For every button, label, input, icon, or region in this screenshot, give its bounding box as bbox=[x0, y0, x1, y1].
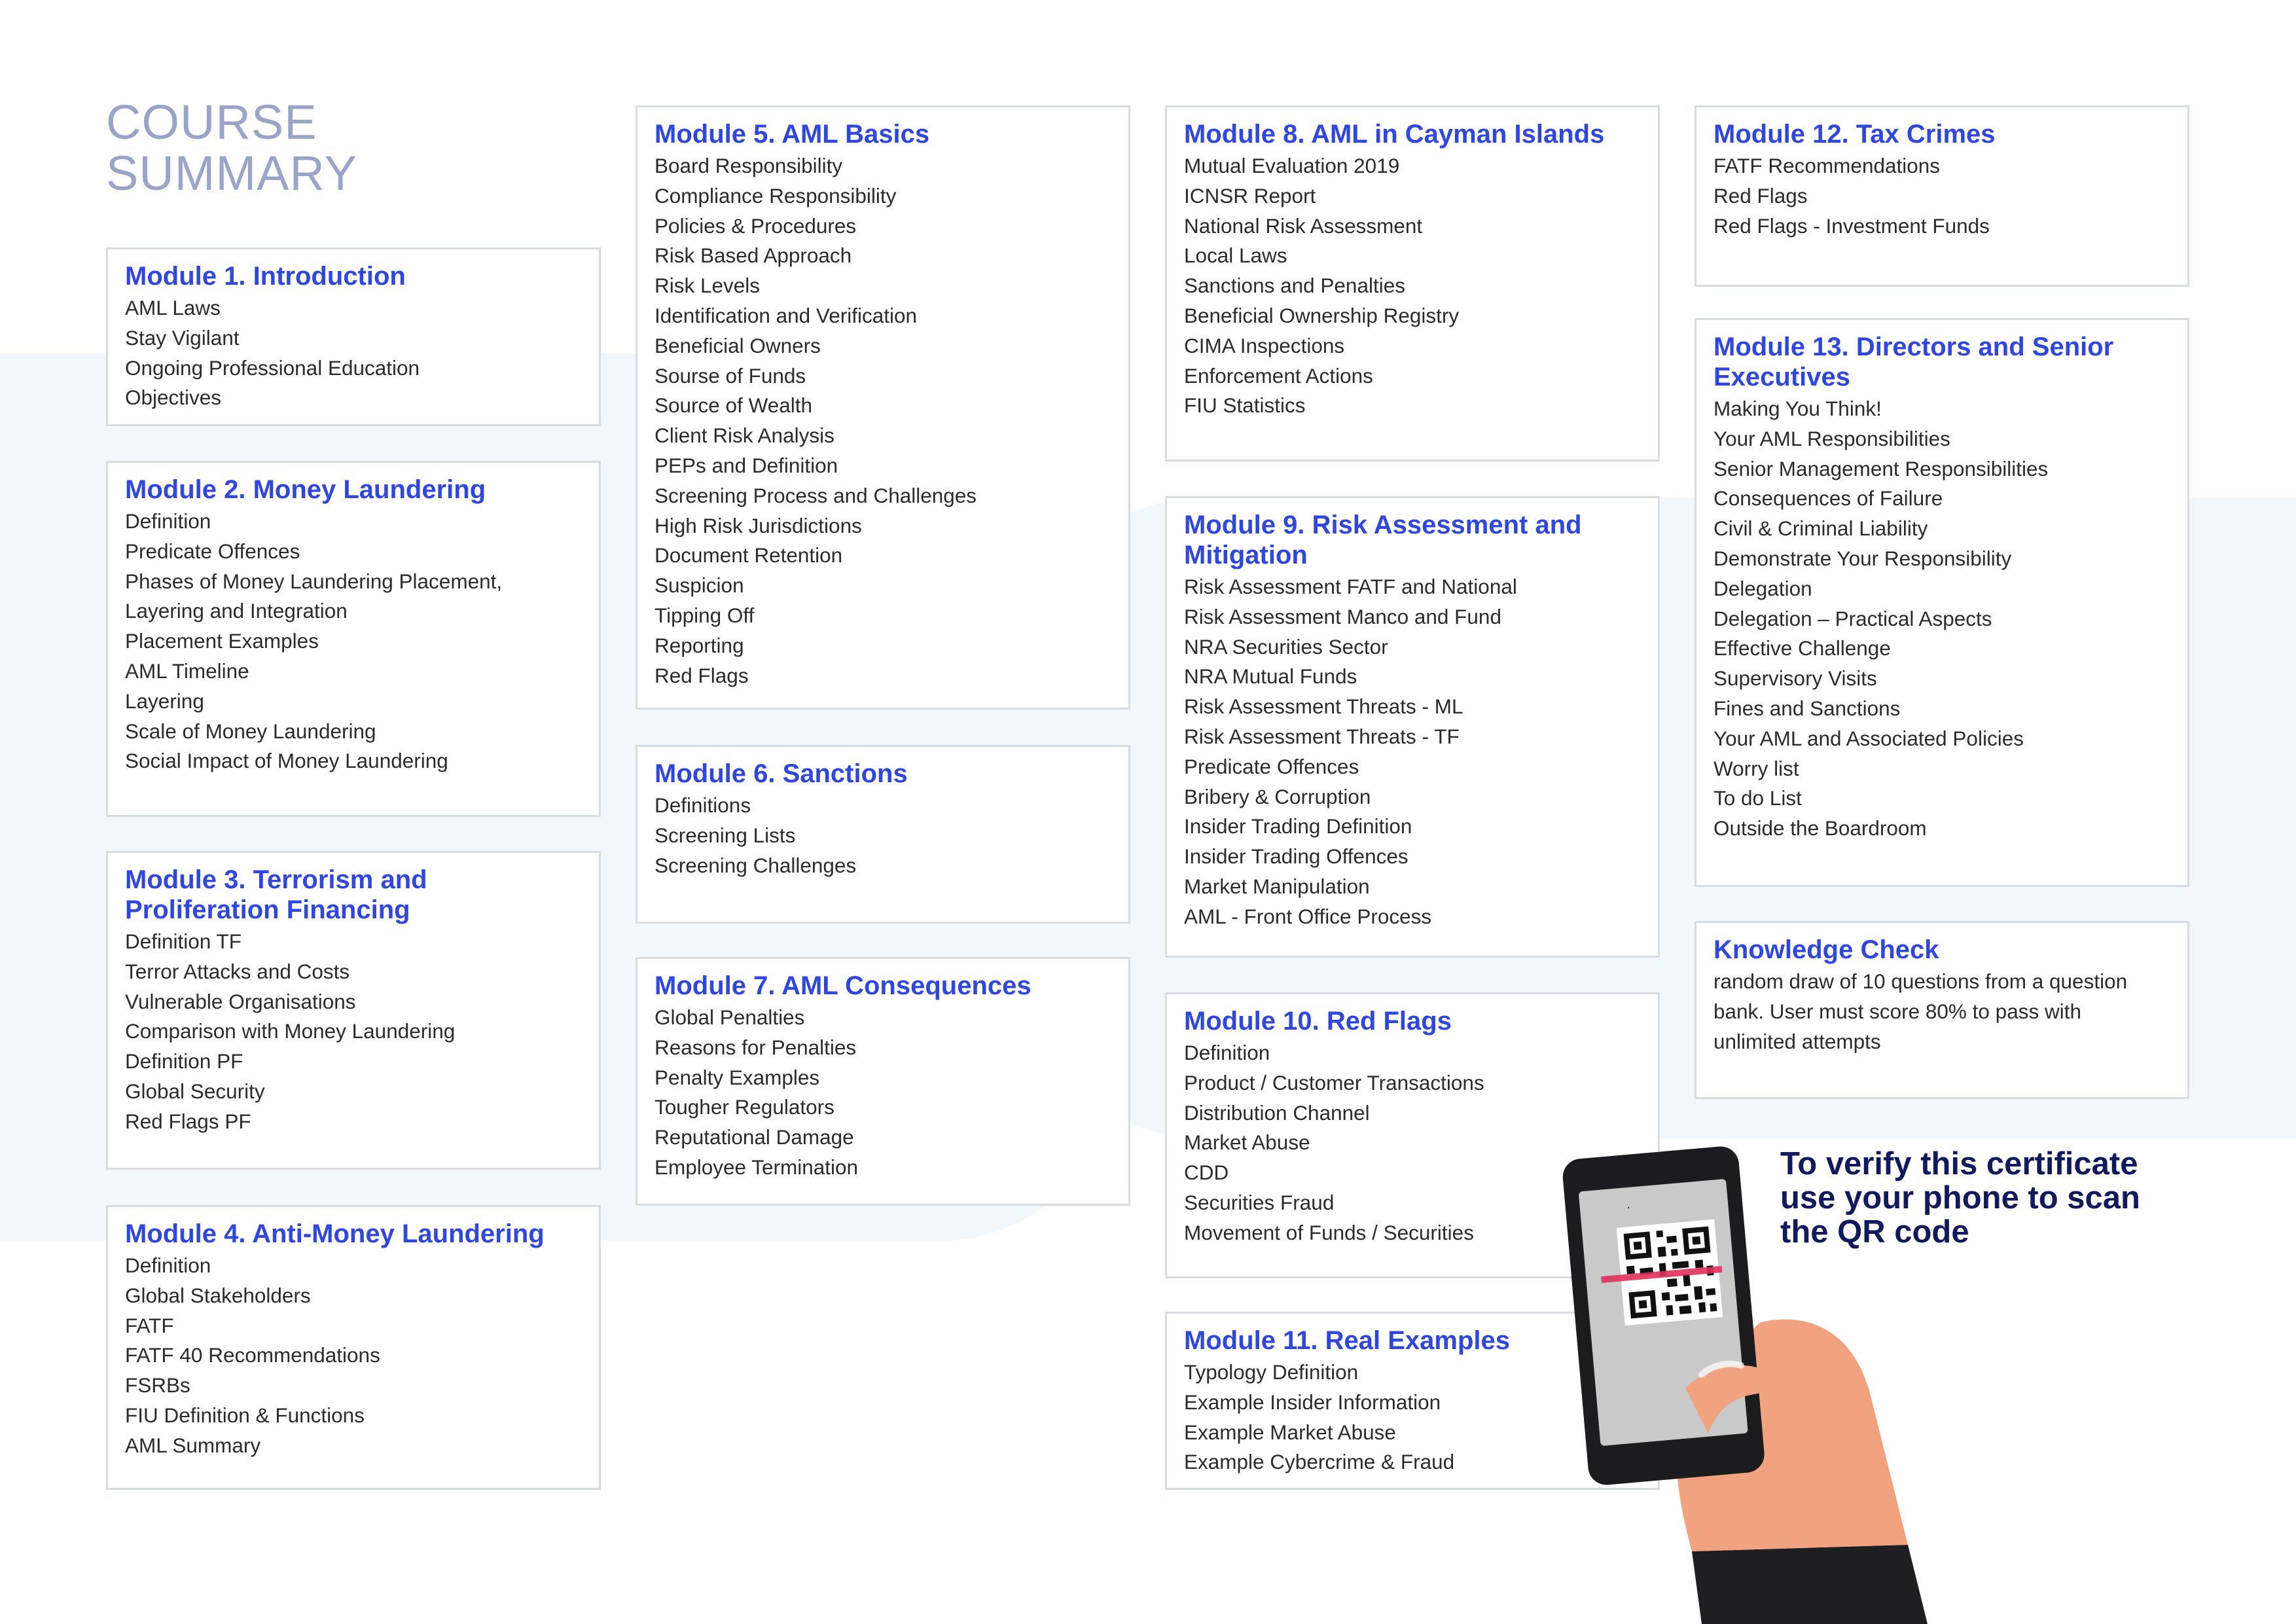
module-topic: Beneficial Ownership Registry bbox=[1184, 303, 1460, 327]
module-title: Module 3. Terrorism and Proliferation Financing bbox=[125, 865, 427, 924]
module-topic: Vulnerable Organisations bbox=[125, 989, 356, 1013]
module-topic: Definition bbox=[125, 509, 211, 533]
module-topic: Mutual Evaluation 2019 bbox=[1184, 154, 1400, 177]
module-topic: FIU Statistics bbox=[1184, 393, 1306, 418]
module-topic: Insider Trading Offences bbox=[1184, 844, 1408, 869]
module-topic-list bbox=[125, 293, 582, 413]
module-topic: AML Timeline bbox=[125, 659, 249, 683]
module-topic: Ongoing Professional Education bbox=[125, 355, 420, 380]
module-topic-list bbox=[1713, 151, 2170, 241]
module-topic: Red Flags bbox=[655, 663, 749, 687]
module-title: Module 11. Real Examples bbox=[1184, 1326, 1510, 1355]
module-topic: Screening Process and Challenges bbox=[655, 483, 977, 507]
module-topic: CDD bbox=[1184, 1161, 1229, 1185]
module-topic: Stay Vigilant bbox=[125, 325, 240, 350]
module-topic: Tipping Off bbox=[655, 603, 755, 627]
module-topic: Client Risk Analysis bbox=[655, 424, 834, 448]
module-topic: Consequences of Failure bbox=[1713, 486, 1943, 511]
module-4-box bbox=[106, 1205, 601, 1490]
module-topic: Predicate Offences bbox=[125, 539, 300, 563]
module-topic: Red Flags bbox=[1713, 183, 1808, 208]
module-topic: Reputational Damage bbox=[655, 1125, 854, 1149]
module-topic: FATF 40 Recommendations bbox=[125, 1343, 380, 1367]
module-topic-list bbox=[1184, 572, 1641, 932]
module-topic: Compliance Responsibility bbox=[655, 183, 897, 208]
module-topic: Your AML and Associated Policies bbox=[1713, 726, 2024, 750]
knowledge-check-line: random draw of 10 questions from a question bbox=[1713, 969, 2128, 993]
module-topic: Terror Attacks and Costs bbox=[125, 959, 350, 983]
module-topic: Enforcement Actions bbox=[1184, 363, 1373, 388]
module-topic: Demonstrate Your Responsibility bbox=[1713, 546, 2012, 570]
module-topic: Phases of Money Laundering Placement, bbox=[125, 569, 503, 593]
module-topic: Placement Examples bbox=[125, 629, 319, 653]
knowledge-check-description bbox=[1713, 967, 2170, 1056]
module-topic: CIMA Inspections bbox=[1184, 333, 1345, 357]
module-topic: AML Summary bbox=[125, 1433, 261, 1457]
module-topic: Risk Levels bbox=[655, 274, 761, 298]
module-topic: Board Responsibility bbox=[655, 154, 843, 177]
module-topic: Effective Challenge bbox=[1713, 636, 1891, 660]
module-title: Module 9. Risk Assessment and Mitigation bbox=[1184, 511, 1582, 569]
module-topic: Global Security bbox=[125, 1079, 265, 1103]
module-topic: Local Laws bbox=[1184, 244, 1287, 268]
module-topic-list bbox=[125, 507, 582, 776]
module-topic: Movement of Funds / Securities bbox=[1184, 1220, 1474, 1244]
module-topic: Securities Fraud bbox=[1184, 1190, 1335, 1214]
verify-line: the QR code bbox=[1780, 1214, 1969, 1250]
module-topic: Risk Based Approach bbox=[655, 244, 852, 268]
module-2-box bbox=[106, 461, 601, 817]
module-topic: Reporting bbox=[655, 633, 744, 657]
knowledge-check-line: bank. User must score 80% to pass with bbox=[1713, 999, 2081, 1023]
module-topic: Your AML Responsibilities bbox=[1713, 426, 1950, 450]
module-topic: Document Retention bbox=[655, 543, 843, 568]
module-topic: Risk Assessment Manco and Fund bbox=[1184, 604, 1501, 628]
module-9-box bbox=[1165, 496, 1660, 958]
module-topic-list bbox=[655, 151, 1111, 691]
module-topic: Risk Assessment Threats - TF bbox=[1184, 724, 1460, 748]
module-topic: Source of Wealth bbox=[655, 393, 813, 418]
module-12-box bbox=[1695, 105, 2189, 287]
module-title: Module 13. Directors and Senior Executives bbox=[1713, 333, 2114, 391]
module-title: Module 12. Tax Crimes bbox=[1713, 120, 1996, 149]
module-topic: Red Flags - Investment Funds bbox=[1713, 213, 1990, 238]
module-topic: Beneficial Owners bbox=[655, 333, 821, 357]
knowledge-check-line: unlimited attempts bbox=[1713, 1029, 1881, 1053]
module-topic: To do List bbox=[1713, 786, 1802, 810]
module-topic: Distribution Channel bbox=[1184, 1100, 1370, 1125]
module-topic: ICNSR Report bbox=[1184, 183, 1316, 208]
module-topic: PEPs and Definition bbox=[655, 453, 838, 477]
module-topic: Global Penalties bbox=[655, 1005, 805, 1029]
module-3-box bbox=[106, 851, 601, 1170]
module-topic: Social Impact of Money Laundering bbox=[125, 749, 448, 773]
module-title: Module 10. Red Flags bbox=[1184, 1007, 1452, 1036]
module-topic: Civil & Criminal Liability bbox=[1713, 516, 1928, 541]
module-topic: Making You Think! bbox=[1713, 397, 1882, 420]
module-topic: Definition PF bbox=[125, 1049, 243, 1074]
module-topic: Fines and Sanctions bbox=[1713, 696, 1901, 720]
verify-instructions bbox=[1780, 1147, 2199, 1249]
module-topic: Layering and Integration bbox=[125, 599, 348, 623]
module-topic: Red Flags PF bbox=[125, 1109, 251, 1133]
module-8-box bbox=[1165, 105, 1660, 461]
module-topic: Outside the Boardroom bbox=[1713, 816, 1927, 840]
module-topic-list bbox=[655, 791, 1111, 880]
module-topic: National Risk Assessment bbox=[1184, 213, 1423, 238]
module-topic-list bbox=[1184, 151, 1641, 421]
module-topic: Definition bbox=[1184, 1041, 1270, 1064]
module-topic: Screening Lists bbox=[655, 823, 796, 847]
module-7-box bbox=[636, 957, 1130, 1206]
module-topic: Supervisory Visits bbox=[1713, 666, 1877, 691]
module-title: Module 8. AML in Cayman Islands bbox=[1184, 120, 1605, 149]
module-topic: Penalty Examples bbox=[655, 1065, 820, 1089]
module-topic: FATF Recommendations bbox=[1713, 154, 1941, 177]
module-topic: Screening Challenges bbox=[655, 853, 857, 877]
module-topic: Identification and Verification bbox=[655, 303, 918, 327]
module-topic: NRA Securities Sector bbox=[1184, 634, 1388, 659]
module-topic: Market Abuse bbox=[1184, 1130, 1310, 1155]
module-topic: Global Stakeholders bbox=[125, 1283, 311, 1307]
module-topic: Bribery & Corruption bbox=[1184, 784, 1371, 808]
module-topic: Sanctions and Penalties bbox=[1184, 274, 1405, 298]
module-title: Module 4. Anti-Money Laundering bbox=[125, 1219, 545, 1248]
module-topic: Definition TF bbox=[125, 929, 242, 953]
module-topic: Tougher Regulators bbox=[655, 1095, 834, 1119]
module-topic: Definition bbox=[125, 1254, 211, 1277]
knowledge-check-title: Knowledge Check bbox=[1713, 935, 1939, 964]
module-topic: Policies & Procedures bbox=[655, 213, 857, 238]
module-title: Module 5. AML Basics bbox=[655, 120, 930, 149]
module-topic: Definitions bbox=[655, 793, 751, 817]
module-topic: Delegation bbox=[1713, 576, 1812, 600]
module-title: Module 2. Money Laundering bbox=[125, 475, 486, 504]
module-topic: FSRBs bbox=[125, 1373, 190, 1398]
module-topic: Risk Assessment Threats - ML bbox=[1184, 695, 1463, 719]
module-topic: Comparison with Money Laundering bbox=[125, 1019, 456, 1043]
module-topic: High Risk Jurisdictions bbox=[655, 513, 862, 537]
verify-line: use your phone to scan bbox=[1780, 1180, 2140, 1216]
module-topic: Reasons for Penalties bbox=[655, 1035, 857, 1059]
module-topic: AML - Front Office Process bbox=[1184, 904, 1432, 928]
module-topic-list bbox=[655, 1003, 1111, 1183]
module-topic: Layering bbox=[125, 689, 204, 713]
module-topic: Predicate Offences bbox=[1184, 754, 1359, 778]
module-topic: Example Market Abuse bbox=[1184, 1420, 1396, 1444]
module-topic: Worry list bbox=[1713, 756, 1799, 780]
module-topic: FATF bbox=[125, 1313, 174, 1337]
module-topic: FIU Definition & Functions bbox=[125, 1403, 365, 1427]
module-1-box bbox=[106, 247, 601, 426]
module-6-box bbox=[636, 745, 1130, 924]
verify-line: To verify this certificate bbox=[1780, 1146, 2138, 1182]
module-5-box bbox=[636, 105, 1130, 710]
module-topic: Example Cybercrime & Fraud bbox=[1184, 1450, 1455, 1474]
module-topic: Insider Trading Definition bbox=[1184, 814, 1412, 839]
page-title: COURSE SUMMARY bbox=[106, 95, 357, 200]
module-topic: Sourse of Funds bbox=[655, 363, 806, 388]
module-topic: Objectives bbox=[125, 386, 222, 410]
module-title: Module 1. Introduction bbox=[125, 262, 406, 291]
module-title: Module 7. AML Consequences bbox=[655, 971, 1031, 1000]
module-topic: Market Manipulation bbox=[1184, 874, 1370, 898]
module-topic: Scale of Money Laundering bbox=[125, 719, 376, 743]
module-topic-list bbox=[125, 1251, 582, 1461]
module-topic: AML Laws bbox=[125, 296, 221, 319]
module-topic: NRA Mutual Funds bbox=[1184, 664, 1357, 689]
module-topic: Employee Termination bbox=[655, 1155, 859, 1179]
module-topic: Product / Customer Transactions bbox=[1184, 1070, 1484, 1094]
module-13-box bbox=[1695, 318, 2189, 887]
module-topic: Risk Assessment FATF and National bbox=[1184, 575, 1517, 598]
module-topic: Delegation – Practical Aspects bbox=[1713, 606, 1992, 630]
module-topic: Example Insider Information bbox=[1184, 1390, 1441, 1414]
knowledge-check-box bbox=[1695, 921, 2189, 1099]
module-title: Module 6. Sanctions bbox=[655, 759, 908, 788]
module-topic-list bbox=[1713, 394, 2170, 844]
module-topic: Senior Management Responsibilities bbox=[1713, 456, 2049, 480]
module-topic-list bbox=[125, 927, 582, 1137]
module-topic: Suspicion bbox=[655, 573, 744, 598]
module-topic: Typology Definition bbox=[1184, 1360, 1359, 1384]
